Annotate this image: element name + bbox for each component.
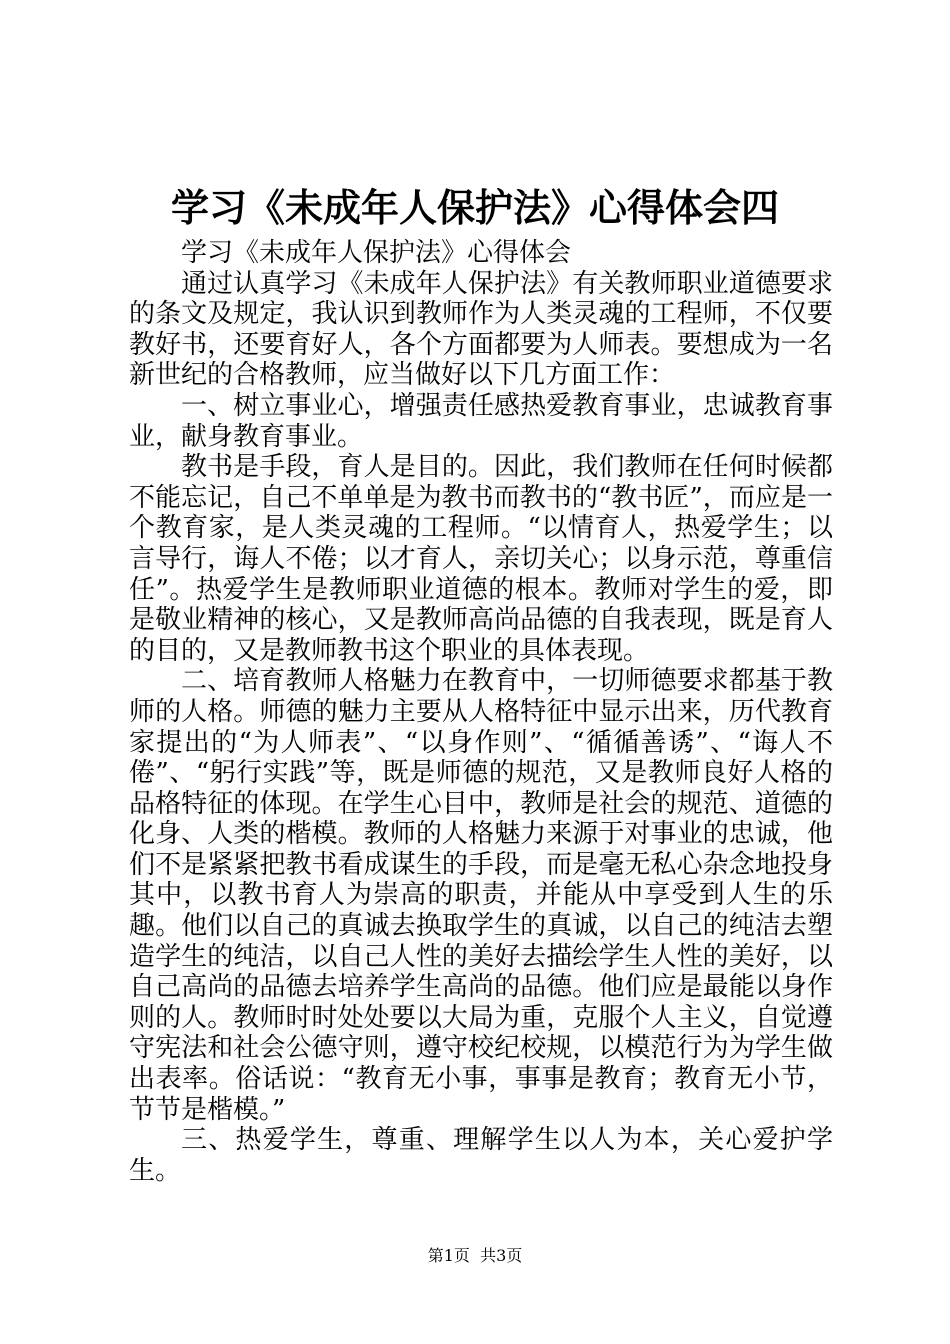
paragraph-section-three: 三、热爱学生，尊重、理解学生以人为本，关心爱护学生。 (129, 1125, 833, 1186)
paragraph-subtitle: 学习《未成年人保护法》心得体会 (181, 238, 572, 268)
paragraph-section-two: 二、培育教师人格魅力在教育中，一切师德要求都基于教师的人格。师德的魅力主要从人格特征中显示出来，历代教育家提出的“为人师表”、“以身作则”、“循循善诱”、“诲人不倦”、“躬行实践”等，既是师德的规范，又是教师良好人格的品格特征的体现。在学生心目中，教师是社会的规范、道德的化身、人类的楷模。教师的人格魅力来源于对事业的忠诚，他们不是紧紧把教书看成谋生的手段，而是毫无私心杂念地投身其中，以教书育人为崇高的职责，并能从中享受到人生的乐趣。他们以自己的真诚去换取学生的真诚，以自己的纯洁去塑造学生的纯洁，以自己人性的美好去描绘学生人性的美好，以自己高尚的品德去培养学生高尚的品德。他们应是最能以身作则的人。教师时时处处要以大局为重，克服个人主义，自觉遵守宪法和社会公德守则，遵守校纪校规，以模范行为为学生做出表率。俗话说：“教育无小事，事事是教育；教育无小节，节节是楷模。” (129, 666, 833, 1125)
document-title: 学习《未成年人保护法》心得体会四 (170, 186, 779, 230)
paragraph-teaching: 教书是手段，育人是目的。因此，我们教师在任何时候都不能忘记，自己不单单是为教书而教书的“教书匠”，而应是一个教育家，是人类灵魂的工程师。“以情育人，热爱学生；以言导行，诲人不倦；以才育人，亲切关心；以身示范，尊重信任”。热爱学生是教师职业道德的根本。教师对学生的爱，即是敬业精神的核心，又是教师高尚品德的自我表现，既是育人的目的，又是教师教书这个职业的具体表现。 (129, 452, 833, 666)
document-body (129, 238, 833, 1186)
paragraph-section-one: 一、树立事业心，增强责任感热爱教育事业，忠诚教育事业，献身教育事业。 (129, 390, 833, 452)
paragraph-intro: 通过认真学习《未成年人保护法》有关教师职业道德要求的条文及规定，我认识到教师作为人类灵魂的工程师，不仅要教好书，还要育好人，各个方面都要为人师表。要想成为一名新世纪的合格教师，应当做好以下几方面工作： (129, 268, 833, 391)
page-number-footer: 第1页 共3页 (427, 1246, 523, 1265)
